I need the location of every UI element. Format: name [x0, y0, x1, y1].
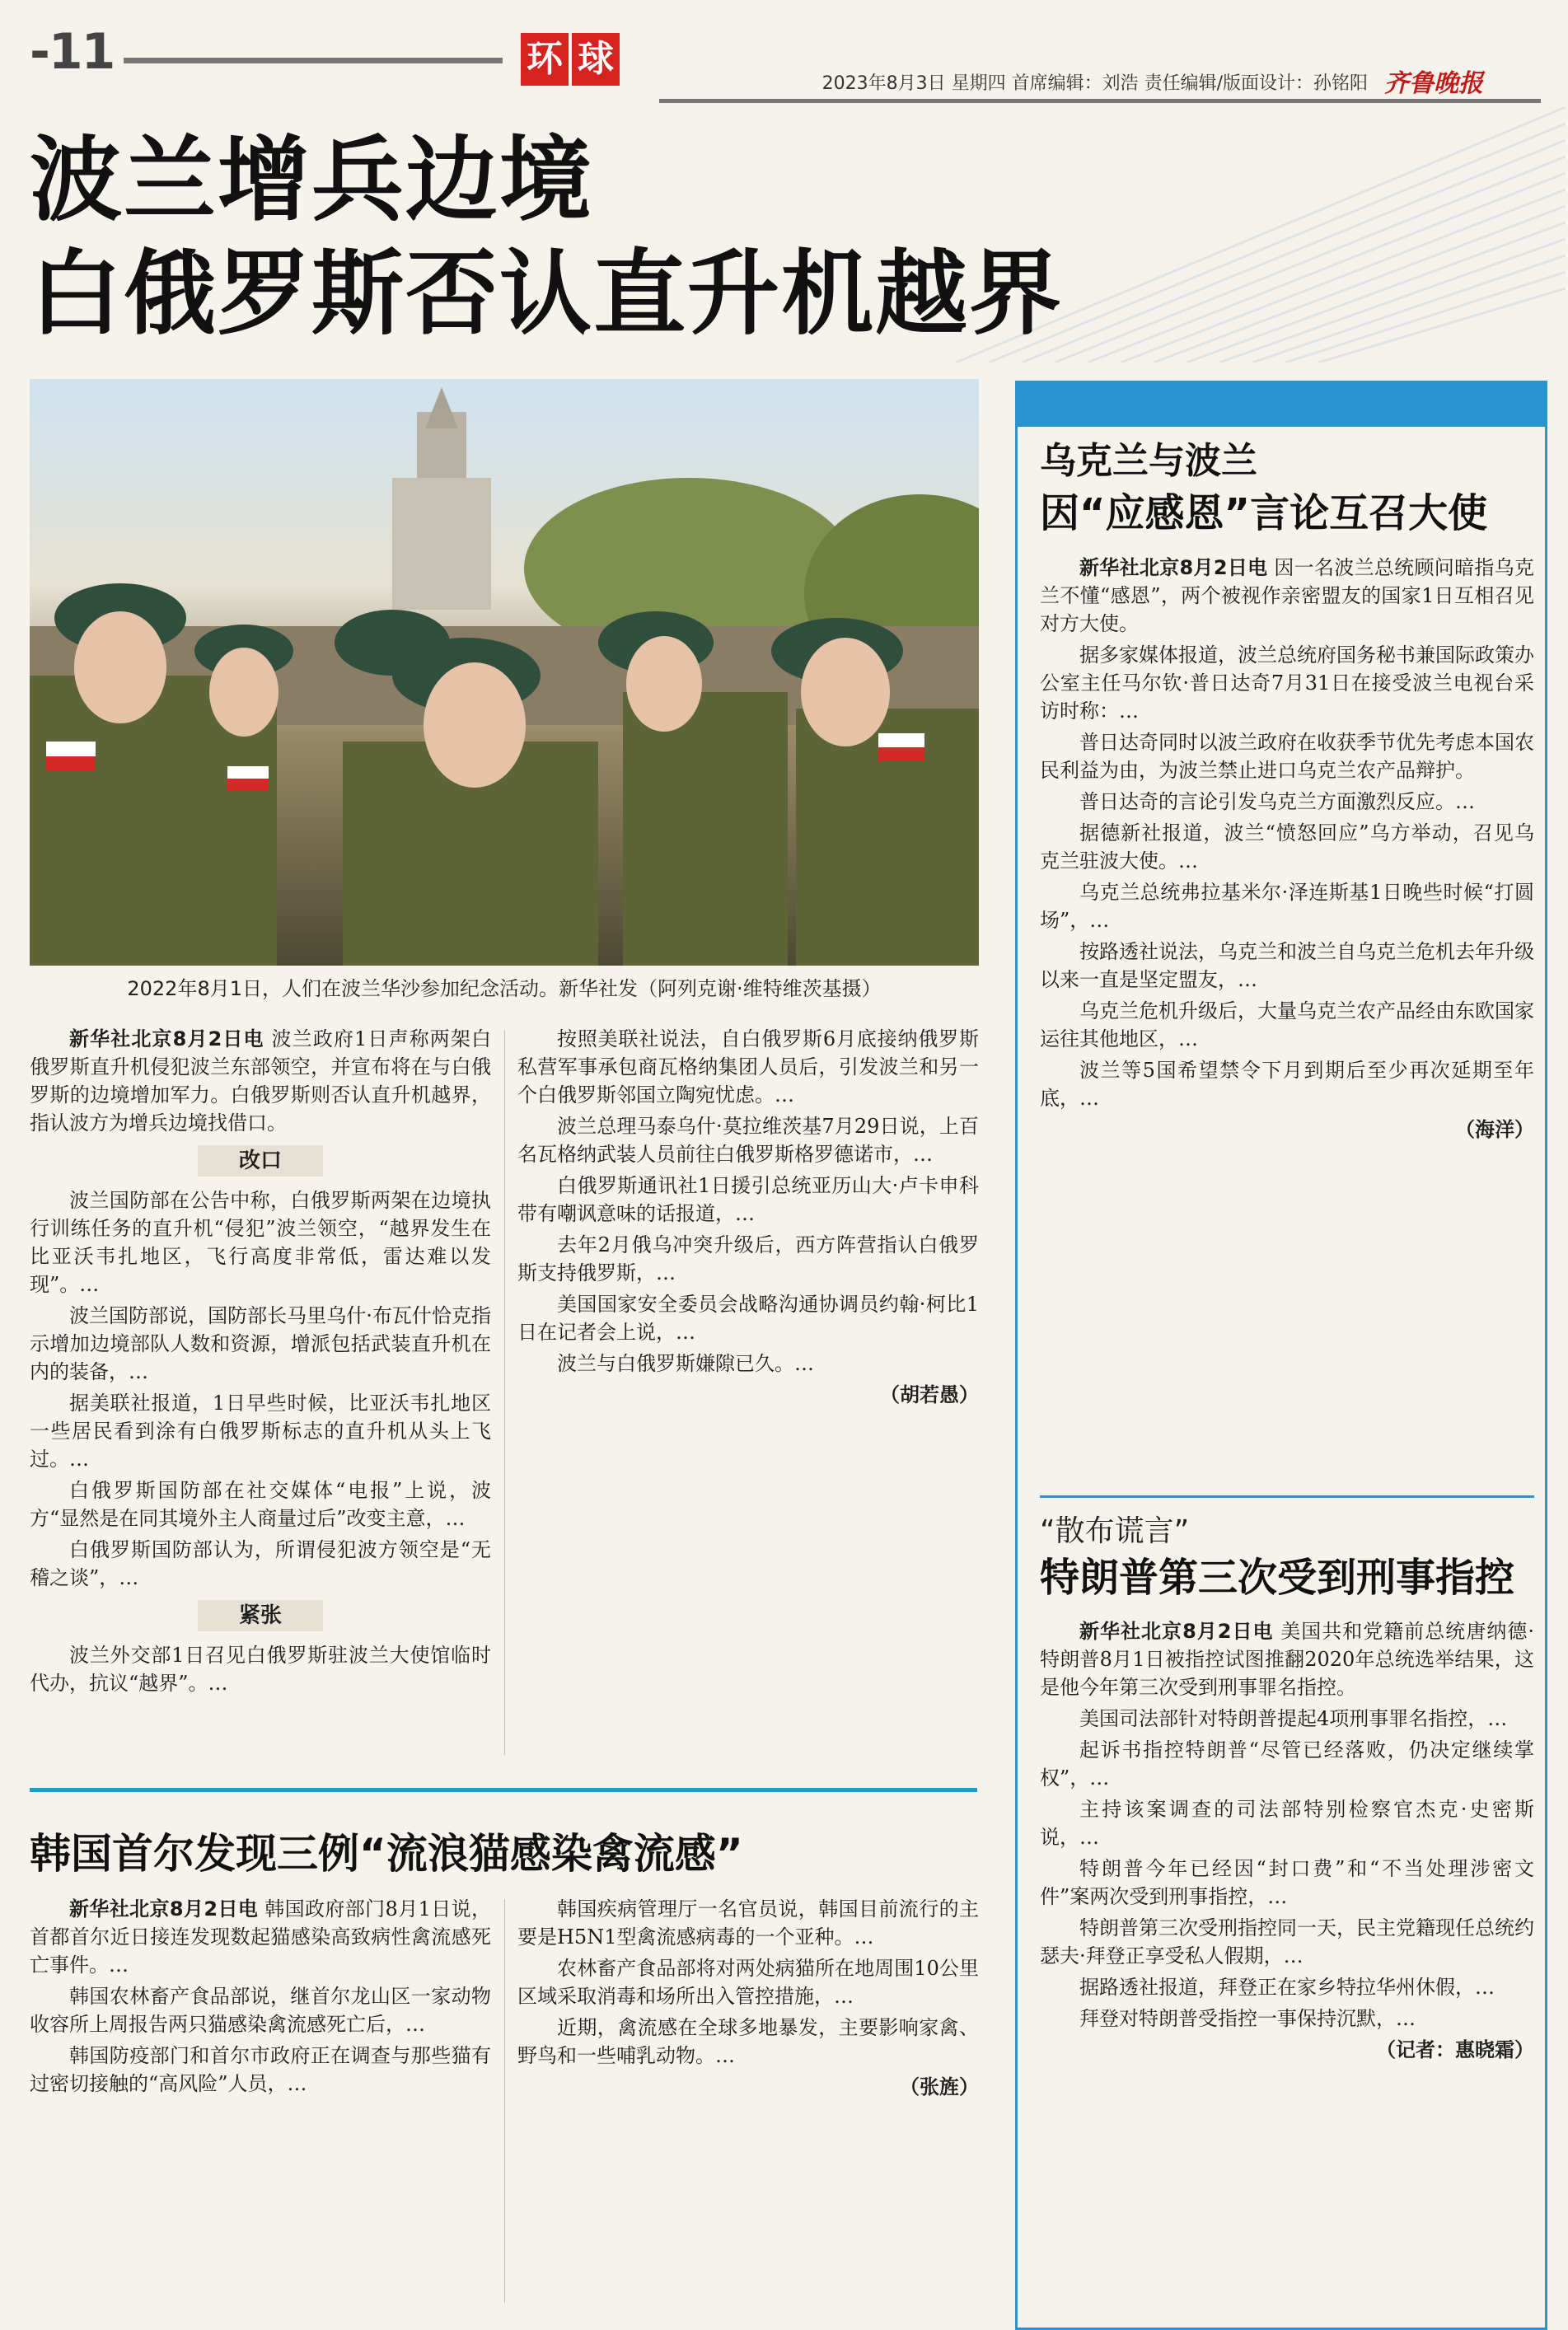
- main-headline: [30, 124, 1216, 351]
- paragraph: 乌克兰总统弗拉基米尔·泽连斯基1日晚些时候“打圆场”，…: [1040, 881, 1534, 932]
- paragraph: 据多家媒体报道，波兰总统府国务秘书兼国际政策办公室主任马尔钦·普日达奇7月31日在接受波兰电视台采访时称：…: [1040, 643, 1534, 723]
- header-info: 2023年8月3日 星期四 首席编辑：刘浩 责任编辑/版面设计：孙铭阳: [821, 73, 1368, 94]
- photo-caption: 2022年8月1日，人们在波兰华沙参加纪念活动。新华社发（阿列克谢·维特维茨基摄）: [127, 977, 882, 1000]
- paragraph: 波兰外交部1日召见白俄罗斯驻波兰大使馆临时代办，抗议“越界”。…: [30, 1644, 491, 1695]
- header-rule-right: [659, 99, 1541, 103]
- paragraph: 波兰与白俄罗斯嫌隙已久。…: [557, 1352, 814, 1375]
- page-number: -11: [30, 23, 115, 81]
- main-article-dateline: 新华社北京8月2日电: [69, 1027, 264, 1050]
- paragraph: 美国国家安全委员会战略沟通协调员约翰·柯比1日在记者会上说，…: [517, 1293, 979, 1344]
- paragraph: 据美联社报道，1日早些时候，比亚沃韦扎地区一些居民看到涂有白俄罗斯标志的直升机从头上飞过。…: [30, 1392, 491, 1471]
- masthead-logo: 齐鲁晚报: [1384, 69, 1483, 98]
- sidebar-article-1-title-line1: 乌克兰与波兰: [1040, 440, 1257, 482]
- sidebar-article-2-body: [1040, 1617, 1534, 2326]
- soldiers-photo-illustration: [30, 379, 979, 966]
- sidebar-article-2: [1040, 1508, 1534, 2326]
- paragraph: 去年2月俄乌冲突升级后，西方阵营指认白俄罗斯支持俄罗斯，…: [517, 1233, 979, 1284]
- paragraph: 韩国防疫部门和首尔市政府正在调查与那些猫有过密切接触的“高风险”人员，…: [30, 2044, 491, 2095]
- main-article-byline: （胡若愚）: [880, 1383, 979, 1406]
- sidebar-article-1-byline: （海洋）: [1455, 1118, 1534, 1141]
- paragraph: 特朗普第三次受刑指控同一天，民主党籍现任总统约瑟夫·拜登正享受私人假期，…: [1040, 1916, 1534, 1967]
- main-article-column-1: [30, 1025, 491, 1766]
- paragraph: 波兰国防部说，国防部长马里乌什·布瓦什恰克指示增加边境部队人数和资源，增派包括武装直升机在内的装备，…: [30, 1304, 491, 1383]
- column-divider: [504, 1030, 505, 1755]
- sidebar-article-1: [1040, 437, 1534, 1493]
- section-tag: [521, 33, 620, 86]
- paragraph: 新华社北京8月2日电 因一名波兰总统顾问暗指乌克兰不懂“感恩”，两个被视作亲密盟友的国家1日互相召见对方大使。: [1040, 556, 1534, 635]
- paragraph: 波兰国防部在公告中称，白俄罗斯两架在边境执行训练任务的直升机“侵犯”波兰领空，“越界发生在比亚沃韦扎地区，飞行高度非常低，雷达难以发现”。…: [30, 1189, 491, 1296]
- main-headline-line2: 白俄罗斯否认直升机越界: [30, 241, 1063, 348]
- paragraph: 新华社北京8月2日电 韩国政府部门8月1日说，首都首尔近日接连发现数起猫感染高致病性禽流感死亡事件。…: [30, 1897, 491, 1977]
- sidebar-article-2-byline: （记者：惠晓霜）: [1376, 2038, 1534, 2061]
- section-tag-char-2: 球: [572, 33, 620, 86]
- subhead-jinzhang: 紧张: [30, 1600, 491, 1631]
- sidebar-article-2-kicker: “散布谎言”: [1040, 1514, 1190, 1548]
- paragraph: 韩国农林畜产食品部说，继首尔龙山区一家动物收容所上周报告两只猫感染禽流感死亡后，…: [30, 1985, 491, 2036]
- main-article-column-2: [517, 1025, 979, 1766]
- paragraph: 起诉书指控特朗普“尽管已经落败，仍决定继续掌权”，…: [1040, 1738, 1534, 1790]
- bottom-article-column-2: [517, 1895, 979, 2307]
- paragraph: 美国司法部针对特朗普提起4项刑事罪名指控，…: [1079, 1707, 1508, 1730]
- paragraph: 新华社北京8月2日电 美国共和党籍前总统唐纳德·特朗普8月1日被指控试图推翻2020年总统选举结果，这是他今年第三次受到刑事罪名指控。: [1040, 1620, 1534, 1699]
- paragraph: 白俄罗斯国防部认为，所谓侵犯波方领空是“无稽之谈”，…: [30, 1538, 491, 1589]
- sidebar-article-1-title-line2: 因“应感恩”言论互召大使: [1040, 490, 1488, 536]
- subhead-gaikou: 改口: [30, 1145, 491, 1177]
- paragraph: 据德新社报道，波兰“愤怒回应”乌方举动，召见乌克兰驻波大使。…: [1040, 821, 1534, 873]
- main-headline-line1: 波兰增兵边境: [30, 127, 593, 234]
- bottom-article-rule: [30, 1788, 977, 1792]
- paragraph: 拜登对特朗普受指控一事保持沉默，…: [1079, 2007, 1416, 2030]
- paragraph: 普日达奇的言论引发乌克兰方面激烈反应。…: [1079, 790, 1475, 813]
- column-divider: [504, 1899, 505, 2303]
- paragraph: 农林畜产食品部将对两处病猫所在地周围10公里区域采取消毒和场所出入管控措施，…: [517, 1957, 979, 2008]
- paragraph: 普日达奇同时以波兰政府在收获季节优先考虑本国农民利益为由，为波兰禁止进口乌克兰农产品辩护。: [1040, 731, 1534, 782]
- paragraph: 韩国疾病管理厅一名官员说，韩国目前流行的主要是H5N1型禽流感病毒的一个亚种。…: [517, 1897, 979, 1949]
- sidebar-top-bar: [1015, 381, 1547, 427]
- bottom-article-column-1: [30, 1895, 491, 2307]
- sidebar-divider: [1040, 1495, 1534, 1498]
- paragraph: 波兰总理马泰乌什·莫拉维茨基7月29日说，上百名瓦格纳武装人员前往白俄罗斯格罗德诺市，…: [517, 1115, 979, 1166]
- bottom-article-headline: 韩国首尔发现三例“流浪猫感染禽流感”: [30, 1830, 743, 1878]
- section-tag-char-1: 环: [521, 33, 569, 86]
- news-photo: [30, 379, 979, 966]
- sidebar-article-1-body: [1040, 554, 1534, 1493]
- paragraph: 白俄罗斯国防部在社交媒体“电报”上说，波方“显然是在同其境外主人商量过后”改变主意，…: [30, 1479, 491, 1530]
- paragraph: 据路透社报道，拜登正在家乡特拉华州休假，…: [1079, 1976, 1495, 1999]
- paragraph: 乌克兰危机升级后，大量乌克兰农产品经由东欧国家运往其他地区，…: [1040, 999, 1534, 1050]
- paragraph: 近期，禽流感在全球多地暴发，主要影响家禽、野鸟和一些哺乳动物。…: [517, 2016, 979, 2067]
- bottom-article-byline: （张旌）: [900, 2075, 979, 2098]
- main-article-lead: 新华社北京8月2日电 波兰政府1日声称两架白俄罗斯直升机侵犯波兰东部领空，并宣布将在与白俄罗斯的边境增加军力。白俄罗斯则否认直升机越界，指认波方为增兵边境找借口。: [30, 1027, 491, 1135]
- paragraph: 主持该案调查的司法部特别检察官杰克·史密斯说，…: [1040, 1798, 1534, 1849]
- paragraph: 按路透社说法，乌克兰和波兰自乌克兰危机去年升级以来一直是坚定盟友，…: [1040, 940, 1534, 991]
- header-rule-left: [124, 58, 503, 63]
- paragraph: 按照美联社说法，自白俄罗斯6月底接纳俄罗斯私营军事承包商瓦格纳集团人员后，引发波兰和另一个白俄罗斯邻国立陶宛忧虑。…: [517, 1027, 979, 1107]
- paragraph: 特朗普今年已经因“封口费”和“不当处理涉密文件”案两次受到刑事指控，…: [1040, 1857, 1534, 1908]
- paragraph: 白俄罗斯通讯社1日援引总统亚历山大·卢卡申科带有嘲讽意味的话报道，…: [517, 1174, 979, 1225]
- sidebar-article-2-title: 特朗普第三次受到刑事指控: [1040, 1555, 1515, 1601]
- paragraph: 波兰等5国希望禁令下月到期后至少再次延期至年底，…: [1040, 1059, 1534, 1110]
